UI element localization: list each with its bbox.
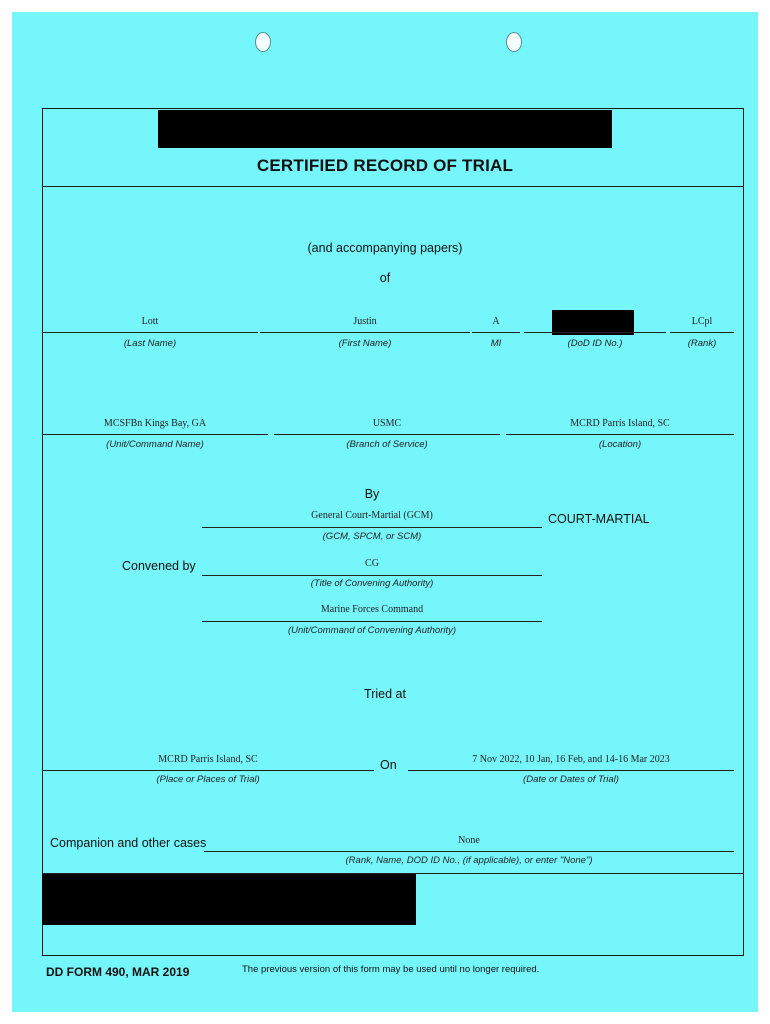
dod-id-line (524, 332, 666, 333)
rank-label: (Rank) (687, 338, 717, 349)
middle-initial-line (472, 332, 520, 333)
form-number: DD FORM 490, MAR 2019 (46, 965, 190, 979)
convening-title-value: CG (365, 558, 379, 569)
location-value: MCRD Parris Island, SC (570, 418, 670, 429)
last-name-value: Lott (141, 316, 159, 327)
companion-cases-label: (Rank, Name, DOD ID No., (if applicable), or enter "None") (345, 855, 593, 866)
branch-value: USMC (372, 418, 402, 429)
branch-label: (Branch of Service) (346, 439, 428, 450)
location-line (506, 434, 734, 435)
convening-title-line (202, 575, 542, 576)
trial-dates-label: (Date or Dates of Trial) (523, 774, 619, 785)
previous-version-note: The previous version of this form may be used until no longer required. (242, 964, 540, 975)
of-text: of (379, 271, 391, 285)
court-type-label: (GCM, SPCM, or SCM) (322, 531, 422, 542)
court-type-value: General Court-Martial (GCM) (311, 510, 433, 521)
trial-dates-value: 7 Nov 2022, 10 Jan, 16 Feb, and 14-16 Mar 2023 (472, 754, 670, 765)
form-title: CERTIFIED RECORD OF TRIAL (256, 156, 514, 175)
rank-line (670, 332, 734, 333)
unit-value: MCSFBn Kings Bay, GA (103, 418, 207, 429)
punch-hole-left (255, 32, 271, 52)
tried-at-text: Tried at (364, 687, 406, 701)
middle-initial-label: MI (490, 338, 502, 349)
form-page (12, 12, 758, 1012)
trial-place-value: MCRD Parris Island, SC (158, 754, 258, 765)
unit-line (42, 434, 268, 435)
trial-dates-line (408, 770, 734, 771)
by-text: By (364, 487, 380, 501)
first-name-line (260, 332, 470, 333)
on-text: On (380, 758, 397, 772)
convening-unit-label: (Unit/Command of Convening Authority) (287, 625, 457, 636)
rank-value: LCpl (691, 316, 713, 327)
companion-cases-text: Companion and other cases (50, 836, 207, 850)
first-name-label: (First Name) (338, 338, 392, 349)
trial-place-label: (Place or Places of Trial) (156, 774, 260, 785)
companion-cases-value: None (458, 835, 480, 846)
dod-id-label: (DoD ID No.) (567, 338, 623, 349)
unit-label: (Unit/Command Name) (106, 439, 204, 450)
convened-by-text: Convened by (122, 559, 196, 573)
convening-unit-line (202, 621, 542, 622)
convening-unit-value: Marine Forces Command (320, 604, 424, 615)
accompanying-papers-text: (and accompanying papers) (307, 241, 463, 255)
redaction-lower (42, 874, 416, 925)
middle-initial-value: A (492, 316, 500, 327)
companion-cases-line (204, 851, 734, 852)
convening-title-label: (Title of Convening Authority) (310, 578, 434, 589)
location-label: (Location) (598, 439, 642, 450)
court-type-line (202, 527, 542, 528)
title-rule (42, 186, 744, 187)
last-name-line (42, 332, 258, 333)
punch-hole-right (506, 32, 522, 52)
trial-place-line (42, 770, 374, 771)
redaction-header (158, 110, 612, 148)
branch-line (274, 434, 500, 435)
last-name-label: (Last Name) (123, 338, 177, 349)
court-martial-text: COURT-MARTIAL (548, 512, 650, 526)
first-name-value: Justin (353, 316, 377, 327)
